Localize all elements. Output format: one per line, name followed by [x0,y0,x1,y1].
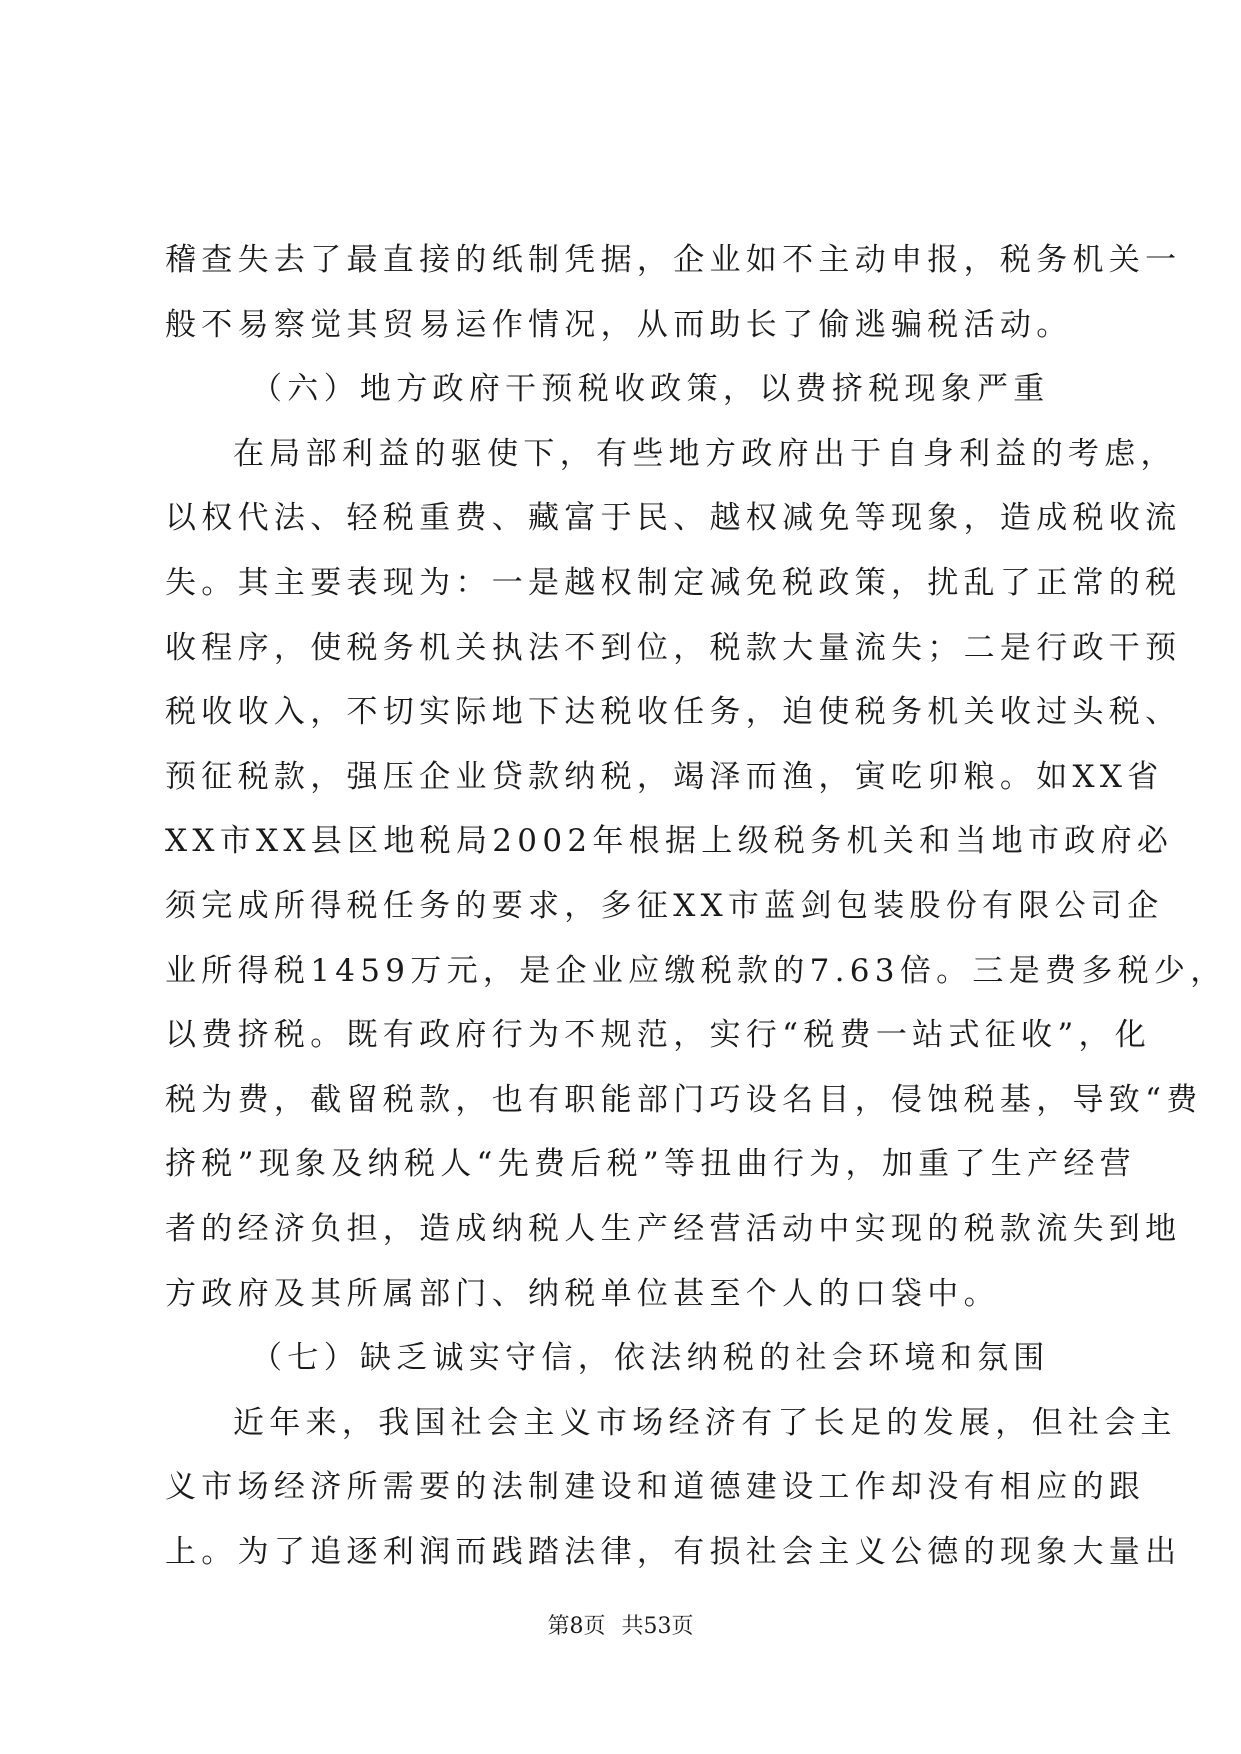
document-body [165,228,1227,1584]
body-line: XX市XX县区地税局2002年根据上级税务机关和当地市政府必 [165,823,1174,860]
page-number: 第8页 [547,1614,606,1639]
paragraph-first-line: 近年来，我国社会主义市场经济有了长足的发展，但社会主 [233,1404,1177,1441]
body-line: 般不易察觉其贸易运作情况，从而助长了偷逃骗税活动。 [165,306,1073,343]
body-line: 须完成所得税任务的要求，多征XX市蓝剑包装股份有限公司企 [165,887,1164,924]
section-heading: （七）缺乏诚实守信，依法纳税的社会环境和氛围 [251,1340,1050,1377]
page-total: 共53页 [621,1614,694,1639]
paragraph-first-line: 在局部利益的驱使下，有些地方政府出于自身利益的考虑， [233,435,1177,472]
body-line: 上。为了追逐利润而践踏法律，有损社会主义公德的现象大量出 [165,1533,1182,1570]
body-line: 收程序，使税务机关执法不到位，税款大量流失；二是行政干预 [165,629,1182,666]
body-line: 方政府及其所属部门、纳税单位甚至个人的口袋中。 [165,1275,1000,1312]
body-line: 业所得税1459万元，是企业应缴税款的7.63倍。三是费多税少， [165,952,1227,989]
body-line: 义市场经济所需要的法制建设和道德建设工作却没有相应的跟 [165,1469,1146,1506]
body-line: 以权代法、轻税重费、藏富于民、越权减免等现象，造成税收流 [165,500,1182,537]
body-line: 挤税”现象及纳税人“先费后税”等扭曲行为，加重了生产经营 [165,1146,1136,1183]
body-line: 税为费，截留税款，也有职能部门巧设名目，侵蚀税基，导致“费 [165,1081,1203,1118]
body-line: 者的经济负担，造成纳税人生产经营活动中实现的税款流失到地 [165,1210,1182,1247]
page-footer [0,1612,1241,1642]
body-line: 以费挤税。既有政府行为不规范，实行“税费一站式征收”，化 [165,1017,1152,1054]
body-line: 失。其主要表现为：一是越权制定减免税政策，扰乱了正常的税 [165,564,1182,601]
body-line: 稽查失去了最直接的纸制凭据，企业如不主动申报，税务机关一 [165,242,1182,278]
body-line: 税收收入，不切实际地下达税收任务，迫使税务机关收过头税、 [165,694,1182,731]
body-line: 预征税款，强压企业贷款纳税，竭泽而渔，寅吃卯粮。如XX省 [165,758,1164,795]
section-heading: （六）地方政府干预税收政策，以费挤税现象严重 [251,371,1050,408]
